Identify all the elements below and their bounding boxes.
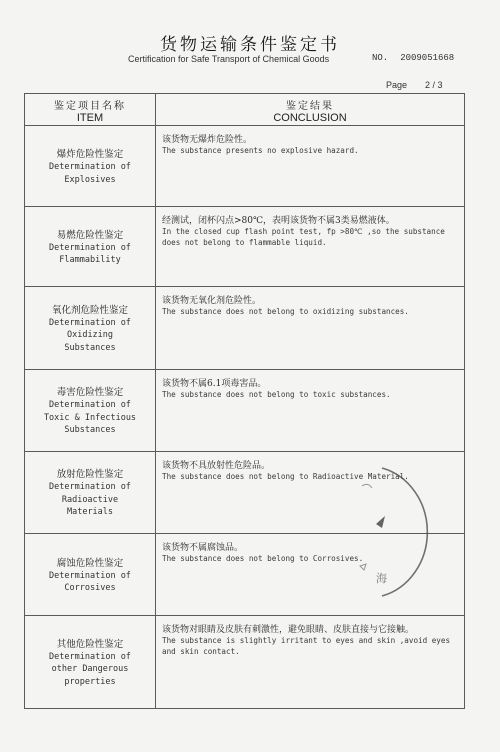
table-row [25, 287, 465, 370]
item-name-cn: 爆炸危险性鉴定 [56, 149, 124, 160]
conclusion-header-cn: 鉴定结果 [286, 101, 334, 112]
conclusion-cn: 该货物不属6.1项毒害品。 [162, 379, 267, 389]
certificate-number-label: NO. [372, 53, 389, 63]
conclusion-en: The substance does not belong to Radioactive Material. [162, 472, 409, 481]
item-name-cn: 其他危险性鉴定 [56, 638, 124, 650]
conclusion-en: The substance does not belong to oxidizing substances. [162, 307, 409, 316]
item-name-en: Determination of Radioactive Materials [49, 482, 131, 518]
item-name-en: Determination of Toxic & Infectious Substances [43, 400, 137, 436]
item-header-en: ITEM [76, 112, 104, 124]
table-row [25, 616, 465, 709]
conclusion-cell [156, 452, 465, 534]
conclusion-cell [156, 287, 465, 370]
item-name-en: Determination of Corrosives [49, 570, 131, 593]
item-name-cn: 腐蚀危险性鉴定 [56, 557, 124, 569]
conclusion-cell [156, 207, 465, 287]
conclusion-cn: 该货物不具放射性危险品。 [162, 461, 271, 471]
item-cell [25, 287, 156, 370]
page-value: 2 / 3 [425, 80, 443, 90]
item-column-header [25, 94, 156, 126]
table-row [25, 370, 465, 452]
certificate-number [372, 53, 454, 63]
item-cell [25, 370, 156, 452]
table-row [25, 452, 465, 534]
conclusion-header-en: CONCLUSION [273, 112, 347, 124]
item-name-en: Determination of Explosives [49, 162, 131, 185]
certificate-number-value: 2009051668 [400, 53, 455, 63]
certificate-title-cn: 货物运输条件鉴定书 [160, 35, 340, 55]
item-name-cn: 放射危险性鉴定 [56, 469, 124, 481]
table-row [25, 207, 465, 287]
conclusion-cn: 该货物对眼睛及皮肤有刺激性，避免眼睛、皮肤直接与它接触。 [162, 625, 415, 635]
conclusion-cn: 经测试，闭杯闪点>80℃，表明该货物不属3类易燃液体。 [162, 216, 395, 226]
item-name-cn: 易燃危险性鉴定 [56, 229, 124, 241]
item-name-en: Determination of Oxidizing Substances [49, 317, 131, 353]
conclusion-cell [156, 534, 465, 616]
conclusion-en: The substance does not belong to Corrosives. [162, 554, 364, 563]
certification-table [24, 93, 465, 709]
seal-text: 海 [376, 572, 387, 585]
conclusion-column-header [156, 94, 465, 126]
item-cell [25, 452, 156, 534]
conclusion-cell [156, 126, 465, 207]
item-name-cn: 毒害危险性鉴定 [56, 387, 124, 399]
conclusion-cn: 该货物不属腐蚀品。 [162, 543, 244, 553]
item-cell [25, 207, 156, 287]
item-name-en: Determination of other Dangerous properties [49, 651, 131, 687]
conclusion-en: In the closed cup flash point test, fp >80℃ ,so the substance does not belong to flammable liquid. [162, 227, 445, 247]
item-cell [25, 534, 156, 616]
table-row [25, 126, 465, 207]
item-name-cn: 氧化剂危险性鉴定 [51, 304, 128, 316]
conclusion-cn: 该货物无爆炸危险性。 [162, 135, 253, 145]
table-row [25, 534, 465, 616]
item-cell [25, 616, 156, 709]
certificate-title-en: Certification for Safe Transport of Chemical Goods [128, 54, 330, 64]
page-label: Page [386, 80, 408, 90]
conclusion-cell [156, 370, 465, 452]
page-indicator [386, 80, 443, 90]
table-header-row [25, 94, 465, 126]
conclusion-en: The substance is slightly irritant to eyes and skin ,avoid eyes and skin contact. [162, 636, 451, 656]
item-header-cn: 鉴定项目名称 [54, 101, 126, 112]
item-cell [25, 126, 156, 207]
conclusion-en: The substance does not belong to toxic substances. [162, 390, 391, 399]
item-name-en: Determination of Flammability [49, 242, 131, 265]
conclusion-en: The substance presents no explosive hazard. [162, 146, 359, 155]
conclusion-cell [156, 616, 465, 709]
conclusion-cn: 该货物无氧化剂危险性。 [162, 296, 262, 306]
